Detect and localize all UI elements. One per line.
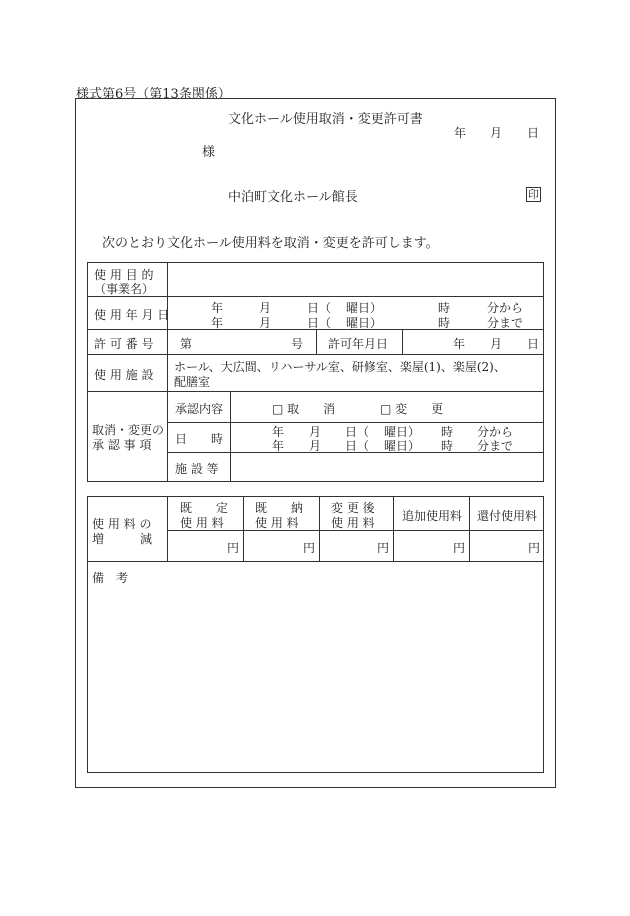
- column-divider: [167, 262, 168, 482]
- permit-date-day: 日: [527, 337, 540, 351]
- yen-unit: 円: [377, 541, 390, 555]
- approval-content-label: 承認内容: [175, 402, 224, 416]
- yen-unit: 円: [303, 541, 316, 555]
- approval-time-hour: 時: [441, 425, 454, 439]
- usage-date-hour: 時: [438, 301, 451, 315]
- permit-number-label: 許 可 番 号: [94, 337, 154, 351]
- row-divider: [87, 296, 544, 297]
- column-header-additional-fee: 追加使用料: [402, 509, 463, 523]
- seal-mark: 印: [528, 188, 539, 201]
- facility-list-cont: 配膳室: [174, 375, 211, 389]
- facility-label: 使 用 施 設: [94, 368, 154, 382]
- usage-date-weekday: 曜日）: [346, 301, 383, 315]
- column-header-paid-fee: 既 納: [255, 501, 304, 515]
- approval-time-weekday: 曜日）: [384, 425, 421, 439]
- approval-time-month: 月: [309, 439, 322, 453]
- approval-time-label: 日 時: [175, 432, 224, 446]
- purpose-label: 使 用 目 的: [94, 268, 154, 282]
- fee-table: [87, 496, 544, 773]
- approval-time-year: 年: [272, 439, 285, 453]
- yen-unit: 円: [227, 541, 240, 555]
- row-divider: [87, 561, 544, 562]
- usage-date-label: 使 用 年 月 日: [94, 308, 170, 322]
- row-divider: [87, 354, 544, 355]
- column-header-new-fee: 変 更 後: [331, 501, 375, 515]
- usage-date-month: 月: [259, 316, 272, 330]
- document-title: 文化ホール使用取消・変更許可書: [228, 112, 423, 127]
- permit-date-month: 月: [490, 337, 503, 351]
- usage-date-hour: 時: [438, 316, 451, 330]
- recipient-suffix: 様: [202, 145, 216, 160]
- yen-unit: 円: [453, 541, 466, 555]
- approval-label: 取消・変更の: [92, 423, 165, 437]
- permit-number-prefix: 第: [180, 337, 193, 351]
- column-divider: [393, 496, 394, 561]
- fee-change-sublabel: 増 減: [92, 532, 153, 546]
- column-header-scheduled-fee: 既 定: [180, 501, 229, 515]
- purpose-sublabel: （事業名）: [94, 282, 155, 296]
- approval-time-day: 日（: [345, 425, 370, 439]
- usage-date-day: 日（: [307, 316, 332, 330]
- approval-time-hour: 時: [441, 439, 454, 453]
- approval-time-year: 年: [272, 425, 285, 439]
- column-divider: [243, 496, 244, 561]
- permit-date-year: 年: [453, 337, 466, 351]
- usage-date-minute: 分から: [487, 301, 524, 315]
- usage-date-month: 月: [259, 301, 272, 315]
- usage-date-minute: 分まで: [487, 316, 524, 330]
- remarks-label: 備 考: [92, 571, 129, 585]
- date-header-month: 月: [490, 126, 503, 140]
- usage-date-year: 年: [211, 316, 224, 330]
- intro-text: 次のとおり文化ホール使用料を取消・変更を許可します。: [102, 236, 439, 251]
- approval-time-minute: 分まで: [477, 439, 514, 453]
- form-number: 様式第6号（第13条関係）: [76, 87, 231, 102]
- approval-time-weekday: 曜日）: [384, 439, 421, 453]
- column-header-refund-fee: 還付使用料: [477, 509, 538, 523]
- date-header-year: 年: [454, 126, 467, 140]
- yen-unit: 円: [528, 541, 541, 555]
- approval-facility-label: 施 設 等: [175, 462, 219, 476]
- column-divider: [167, 496, 168, 561]
- column-divider: [319, 496, 320, 561]
- approval-sublabel: 承 認 事 項: [92, 438, 152, 452]
- approval-time-minute: 分から: [477, 425, 514, 439]
- column-header-paid-fee-sub: 使 用 料: [255, 516, 299, 530]
- approval-time-day: 日（: [345, 439, 370, 453]
- column-divider: [316, 329, 317, 354]
- usage-date-weekday: 曜日）: [346, 316, 383, 330]
- approval-time-month: 月: [309, 425, 322, 439]
- permit-date-label: 許可年月日: [328, 337, 389, 351]
- column-divider: [230, 391, 231, 482]
- row-divider: [87, 391, 544, 392]
- change-checkbox[interactable]: □ 変 更: [380, 402, 444, 416]
- fee-change-label: 使 用 料 の: [92, 517, 152, 531]
- permit-number-suffix: 号: [291, 337, 304, 351]
- column-header-new-fee-sub: 使 用 料: [331, 516, 375, 530]
- column-divider: [469, 496, 470, 561]
- cancel-checkbox[interactable]: □ 取 消: [272, 402, 336, 416]
- date-header-day: 日: [527, 126, 540, 140]
- column-header-scheduled-fee-sub: 使 用 料: [180, 516, 224, 530]
- usage-date-day: 日（: [307, 301, 332, 315]
- column-divider: [402, 329, 403, 354]
- usage-date-year: 年: [211, 301, 224, 315]
- issuer-name: 中泊町文化ホール館長: [228, 190, 358, 205]
- facility-list: ホール、大広間、リハーサル室、研修室、楽屋(1)、楽屋(2)、: [174, 360, 506, 374]
